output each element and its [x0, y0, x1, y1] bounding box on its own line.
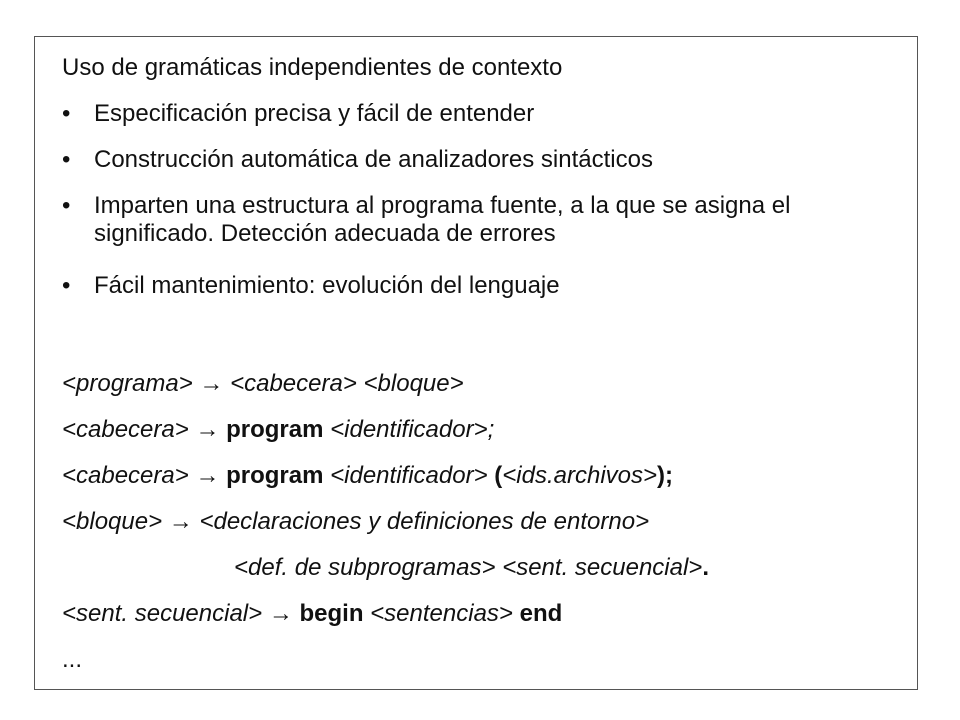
slide-frame	[34, 36, 918, 690]
nonterminal-programa: <programa>	[62, 370, 193, 397]
nonterminal-sent-secuencial: <sent. secuencial>	[502, 554, 703, 581]
nonterminal-sent-secuencial: <sent. secuencial>	[62, 600, 263, 627]
nonterminal-declaraciones: <declaraciones y definiciones de entorno>	[199, 508, 650, 535]
bullet-text: Fácil mantenimiento: evolución del lenguaje	[94, 272, 560, 299]
slide-heading: Uso de gramáticas independientes de contexto	[62, 54, 563, 81]
keyword-end: end	[519, 600, 563, 627]
nonterminal-sentencias: <sentencias>	[370, 600, 513, 627]
bullet-icon: •	[62, 192, 71, 219]
end-dot: .	[702, 554, 709, 581]
grammar-rule-cabecera-1	[62, 416, 494, 444]
grammar-rule-bloque-continuation	[234, 554, 709, 582]
bullet-text: Especificación precisa y fácil de entender	[94, 100, 535, 127]
nonterminal-identificador: <identificador>	[330, 462, 488, 489]
open-paren: (	[494, 462, 503, 489]
close-paren: );	[657, 462, 673, 489]
grammar-rule-programa	[62, 370, 464, 398]
arrow-icon: →	[195, 462, 220, 489]
arrow-icon: →	[195, 416, 220, 443]
nonterminal-cabecera: <cabecera>	[62, 462, 189, 489]
nonterminal-def-subprogramas: <def. de subprogramas>	[234, 554, 496, 581]
bullet-text: Imparten una estructura al programa fuente, a la que se asigna el significado. Detección adecuada de errores	[94, 192, 791, 247]
nonterminal-cabecera: <cabecera>	[230, 370, 357, 397]
arrow-icon: →	[199, 370, 224, 397]
keyword-begin: begin	[299, 600, 364, 627]
keyword-program: program	[226, 416, 324, 443]
nonterminal-bloque: <bloque>	[62, 508, 163, 535]
nonterminal-cabecera: <cabecera>	[62, 416, 189, 443]
grammar-rule-cabecera-2	[62, 462, 673, 490]
nonterminal-identificador: <identificador>;	[330, 416, 495, 443]
keyword-program: program	[226, 462, 324, 489]
nonterminal-ids-archivos: <ids.archivos>	[502, 462, 658, 489]
ellipsis: ...	[62, 646, 83, 673]
arrow-icon: →	[168, 508, 193, 535]
bullet-text: Construcción automática de analizadores sintácticos	[94, 146, 653, 173]
bullet-icon: •	[62, 100, 71, 127]
nonterminal-bloque: <bloque>	[363, 370, 464, 397]
arrow-icon: →	[268, 600, 293, 627]
bullet-icon: •	[62, 146, 71, 173]
grammar-rule-sent-secuencial	[62, 600, 562, 628]
grammar-rule-bloque	[62, 508, 649, 536]
bullet-icon: •	[62, 272, 71, 299]
